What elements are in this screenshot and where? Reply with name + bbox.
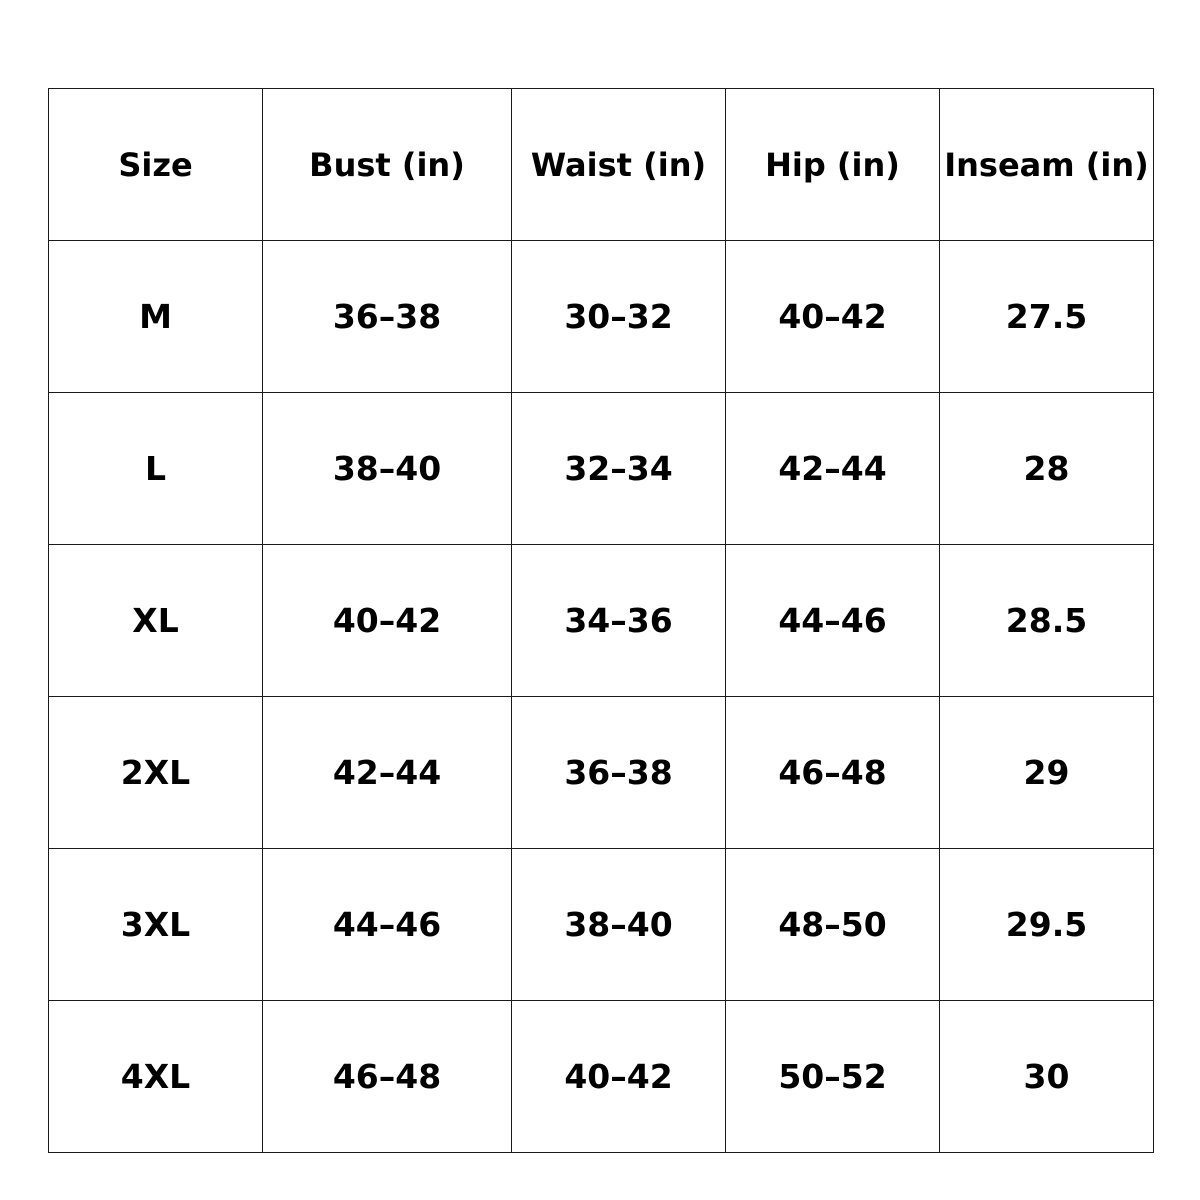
header-hip: Hip (in) (726, 89, 940, 241)
cell-inseam: 30 (940, 1001, 1154, 1153)
cell-hip: 50–52 (726, 1001, 940, 1153)
table-row (49, 1001, 1154, 1153)
header-inseam: Inseam (in) (940, 89, 1154, 241)
header-bust: Bust (in) (263, 89, 512, 241)
cell-hip: 44–46 (726, 545, 940, 697)
cell-size: L (49, 393, 263, 545)
cell-waist: 40–42 (512, 1001, 726, 1153)
cell-hip: 42–44 (726, 393, 940, 545)
cell-size: 2XL (49, 697, 263, 849)
cell-hip: 48–50 (726, 849, 940, 1001)
cell-size: 4XL (49, 1001, 263, 1153)
cell-bust: 42–44 (263, 697, 512, 849)
cell-size: 3XL (49, 849, 263, 1001)
cell-inseam: 29.5 (940, 849, 1154, 1001)
cell-bust: 46–48 (263, 1001, 512, 1153)
cell-bust: 40–42 (263, 545, 512, 697)
cell-waist: 36–38 (512, 697, 726, 849)
cell-size: XL (49, 545, 263, 697)
table-row (49, 545, 1154, 697)
table-row (49, 241, 1154, 393)
cell-inseam: 28 (940, 393, 1154, 545)
cell-hip: 46–48 (726, 697, 940, 849)
table-row (49, 697, 1154, 849)
table-row (49, 849, 1154, 1001)
cell-bust: 36–38 (263, 241, 512, 393)
header-size: Size (49, 89, 263, 241)
cell-waist: 32–34 (512, 393, 726, 545)
cell-waist: 38–40 (512, 849, 726, 1001)
cell-bust: 38–40 (263, 393, 512, 545)
cell-inseam: 29 (940, 697, 1154, 849)
table-row (49, 393, 1154, 545)
cell-inseam: 28.5 (940, 545, 1154, 697)
cell-size: M (49, 241, 263, 393)
cell-waist: 30–32 (512, 241, 726, 393)
cell-bust: 44–46 (263, 849, 512, 1001)
header-waist: Waist (in) (512, 89, 726, 241)
table-header-row (49, 89, 1154, 241)
cell-waist: 34–36 (512, 545, 726, 697)
cell-hip: 40–42 (726, 241, 940, 393)
size-chart-table (48, 88, 1154, 1153)
cell-inseam: 27.5 (940, 241, 1154, 393)
